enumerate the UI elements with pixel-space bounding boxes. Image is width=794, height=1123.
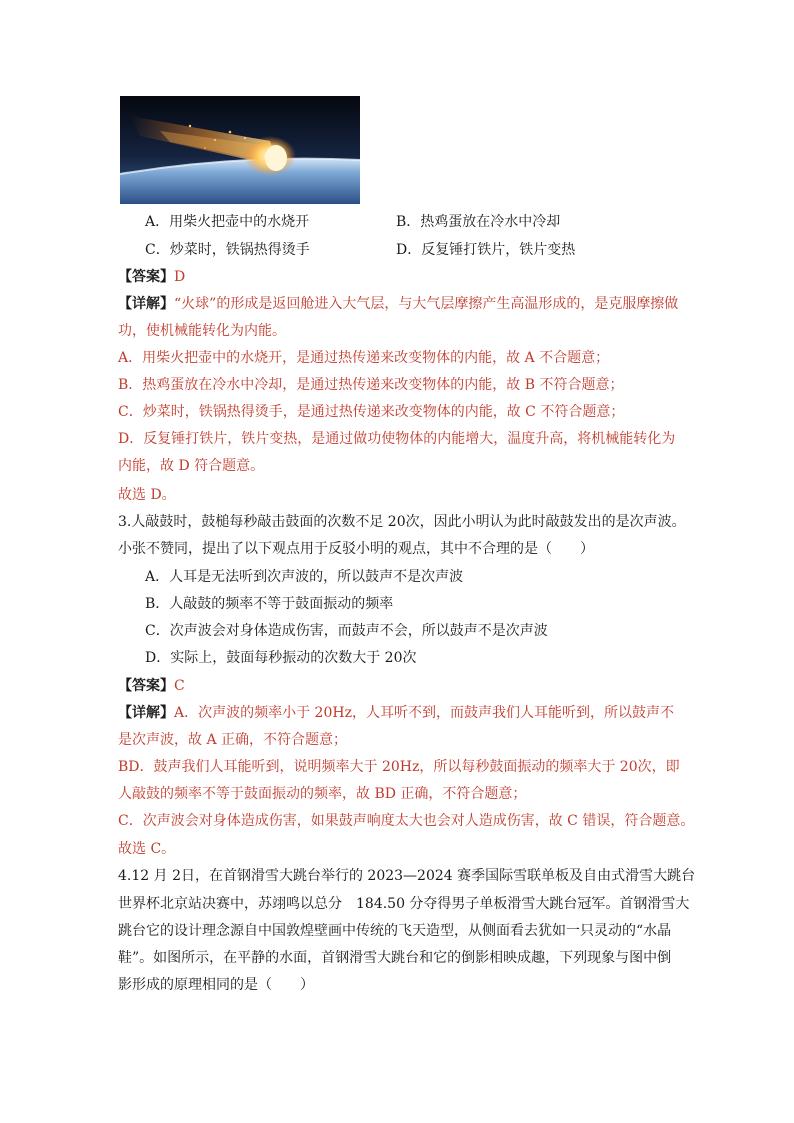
q2-conclusion: 故选 D。 xyxy=(118,487,176,503)
q3-stem-line-2: 小张不赞同，提出了以下观点用于反驳小明的观点，其中不合理的是（ ） xyxy=(118,541,594,557)
q3-detail-line-4: 人敲鼓的频率不等于鼓面振动的频率，故 BD 正确，不符合题意； xyxy=(118,786,527,802)
answer-value: C xyxy=(174,678,185,694)
detail-text: “火球”的形成是返回舱进入大气层，与大气层摩擦产生高温形成的，是克服摩擦做 xyxy=(174,296,679,312)
q2-option-c: C．炒菜时，铁锅热得烫手 xyxy=(145,242,310,258)
fireball-illustration xyxy=(120,96,360,204)
q4-stem-line-5: 影形成的原理相同的是（ ） xyxy=(118,977,314,993)
q2-option-a: A．用柴火把壶中的水烧开 xyxy=(145,214,310,230)
q3-conclusion: 故选 C。 xyxy=(118,841,176,857)
q3-option-b: B．人敲鼓的频率不等于鼓面振动的频率 xyxy=(145,596,394,612)
answer-value: D xyxy=(174,269,186,285)
q2-option-b: B．热鸡蛋放在冷水中冷却 xyxy=(396,214,561,230)
q3-option-d: D．实际上，鼓面每秒振动的次数大于 20次 xyxy=(145,650,417,666)
q3-option-c: C．次声波会对身体造成伤害，而鼓声不会，所以鼓声不是次声波 xyxy=(145,623,548,639)
detail-text: A．次声波的频率小于 20Hz，人耳听不到，而鼓声我们人耳能听到，所以鼓声不 xyxy=(174,705,674,721)
detail-label: 【详解】 xyxy=(118,705,174,721)
q2-detail-line-1 xyxy=(118,295,678,313)
detail-label: 【详解】 xyxy=(118,296,174,312)
q3-detail-line-1 xyxy=(118,704,678,722)
q2-analysis-d: D．反复锤打铁片，铁片变热，是通过做功使物体的内能增大，温度升高，将机械能转化为 xyxy=(118,431,676,447)
q3-detail-line-5: C．次声波会对身体造成伤害，如果鼓声响度太大也会对人造成伤害，故 C 错误，符合题意。 xyxy=(118,813,695,829)
q3-option-a: A．人耳是无法听到次声波的，所以鼓声不是次声波 xyxy=(145,569,464,585)
q3-stem-line-1: 3.人敲鼓时，鼓槌每秒敲击鼓面的次数不足 20次，因此小明认为此时敲鼓发出的是次声波。 xyxy=(118,514,686,530)
q4-stem-line-1: 4.12 月 2日，在首钢滑雪大跳台举行的 2023—2024 赛季国际雪联单板及自由式滑雪大跳台 xyxy=(118,868,696,884)
q4-stem-line-4: 鞋”。如图所示，在平静的水面，首钢滑雪大跳台和它的倒影相映成趣，下列现象与图中倒 xyxy=(118,950,672,966)
q4-stem-line-2: 世界杯北京站决赛中，苏翊鸣以总分 184.50 分夺得男子单板滑雪大跳台冠军。首钢滑雪大 xyxy=(118,896,690,912)
answer-label: 【答案】 xyxy=(118,678,174,694)
q2-answer xyxy=(118,268,678,286)
q3-detail-line-3: BD．鼓声我们人耳能听到，说明频率大于 20Hz，所以每秒鼓面振动的频率大于 20次，即 xyxy=(118,759,680,775)
q3-answer xyxy=(118,677,678,695)
q2-analysis-a: A．用柴火把壶中的水烧开，是通过热传递来改变物体的内能，故 A 不合题意； xyxy=(118,350,610,366)
q2-analysis-c: C．炒菜时，铁锅热得烫手，是通过热传递来改变物体的内能，故 C 不符合题意； xyxy=(118,404,625,420)
reentry-capsule-fireball-image xyxy=(120,96,360,204)
q2-detail-line-2: 功，使机械能转化为内能。 xyxy=(118,323,286,339)
answer-label: 【答案】 xyxy=(118,269,174,285)
q2-analysis-d-cont: 内能，故 D 符合题意。 xyxy=(118,458,265,474)
q2-analysis-b: B．热鸡蛋放在冷水中冷却，是通过热传递来改变物体的内能，故 B 不符合题意； xyxy=(118,377,624,393)
q2-option-d: D．反复锤打铁片，铁片变热 xyxy=(396,242,576,258)
q3-detail-line-2: 是次声波，故 A 正确，不符合题意； xyxy=(118,732,348,748)
q4-stem-line-3: 跳台它的设计理念源自中国敦煌壁画中传统的飞天造型，从侧面看去犹如一只灵动的“水晶 xyxy=(118,923,672,939)
